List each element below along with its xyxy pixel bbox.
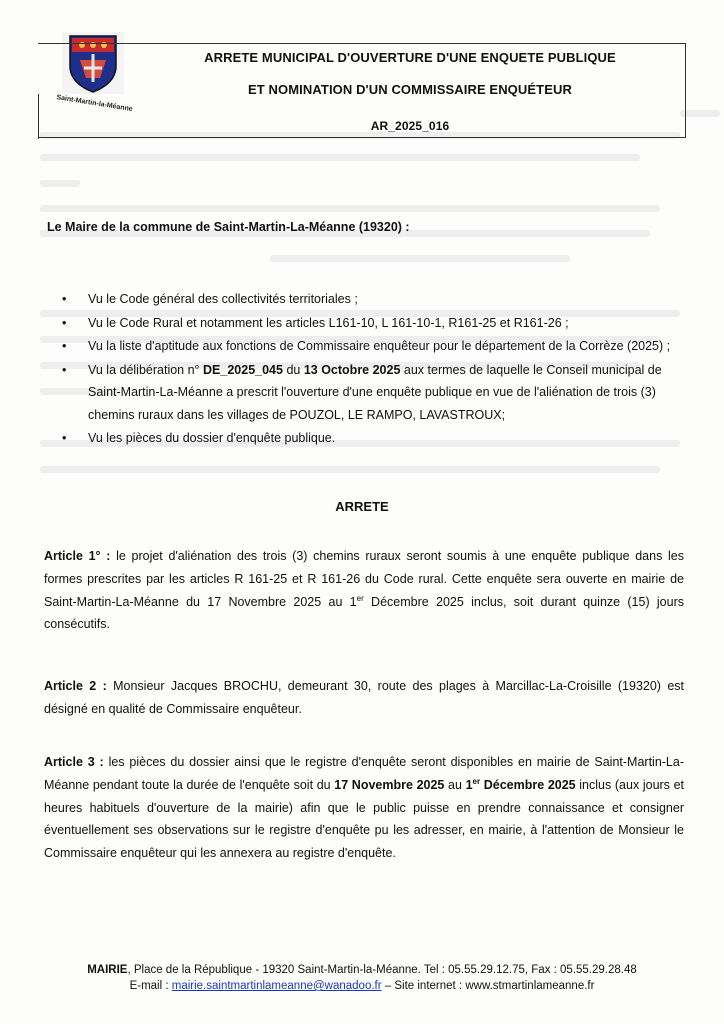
article-1 — [44, 545, 684, 636]
ordinal-suffix: er — [472, 776, 481, 786]
list-item-text: Vu le Code Rural et notamment les articles L161-10, L 161-10-1, R161-25 et R161-26 ; — [88, 315, 569, 330]
footer-address-line — [0, 962, 724, 978]
list-item-text: Vu la délibération n° — [88, 362, 204, 377]
end-date-rest: Décembre 2025 — [480, 777, 576, 792]
list-item — [62, 335, 687, 358]
header-frame-left-edge — [38, 94, 39, 139]
footer-contact-line — [0, 978, 724, 994]
list-item — [62, 312, 687, 335]
deliberation-number: DE_2025_045 — [203, 362, 283, 377]
article-label: Article 1° : — [44, 549, 111, 563]
ordinal-suffix: er — [356, 593, 364, 603]
article-text: le projet d'aliénation des trois (3) chemins ruraux seront soumis à une enquête publique dans les formes prescrites par les articles R 161-25 et R 161-26 du Code rural. Cette enquête sera ouverte en mairie de Saint-Martin-La-Méanne du 17 Novembre 2025 au 1 — [44, 549, 684, 609]
start-date: 17 Novembre 2025 — [334, 777, 445, 792]
deliberation-date: 13 Octobre 2025 — [303, 362, 401, 377]
footer-address: , Place de la République - 19320 Saint-Martin-la-Méanne. Tel : 05.55.29.12.75, Fax : 05.55.29.28.48 — [127, 964, 637, 976]
list-item-text: Vu le Code général des collectivités territoriales ; — [88, 292, 358, 306]
footer — [0, 962, 724, 994]
decree-title-line1: ARRETE MUNICIPAL D'OUVERTURE D'UNE ENQUETE PUBLIQUE — [204, 50, 616, 65]
list-item — [62, 359, 687, 427]
end-date — [466, 778, 576, 792]
email-label: E-mail : — [129, 980, 172, 992]
bullet: • — [62, 315, 67, 330]
decree-title-line2: ET NOMINATION D'UN COMMISSAIRE ENQUÉTEUR — [248, 82, 572, 97]
bullet: • — [62, 339, 67, 353]
arrete-heading: ARRETE — [335, 499, 389, 514]
article-2 — [44, 675, 684, 721]
article-3 — [44, 751, 684, 865]
article-text: inclus (aux jours et heures habituels d'ouverture de la mairie) afin que le public puisse en prendre connaissance et consigner éventuellement ses observations sur le registre d'enquête pu les adresser, en mairie, à l'attention de Monsieur le Commissaire enquêteur qui les annexera au registre d'enquête. — [44, 777, 684, 861]
bullet: • — [62, 362, 67, 377]
list-item-text: aux termes de laquelle le Conseil municipal de Saint-Martin-La-Méanne a prescrit l'ouverture d'une enquête publique en vue de l'aliénation de trois (3) chemins ruraux dans les villages de POUZOL, LE RAMPO, LAVASTROUX; — [88, 362, 662, 422]
bullet: • — [62, 292, 67, 306]
list-item-text: Vu les pièces du dossier d'enquête publique. — [88, 431, 336, 445]
mayor-preamble: Le Maire de la commune de Saint-Martin-La-Méanne (19320) : — [47, 220, 410, 234]
list-item-text: du — [282, 362, 304, 377]
footer-mairie-label: MAIRIE — [87, 964, 128, 976]
commune-name-tag: Saint-Martin-la-Méanne — [55, 94, 134, 114]
website-url: www.stmartinlameanne.fr — [465, 980, 595, 992]
article-label: Article 2 : — [44, 679, 107, 693]
article-text: les pièces du dossier ainsi que le registre d'enquête seront disponibles en mairie de Saint-Martin-La-Méanne pendant toute la durée de l'enquête soit du — [44, 755, 684, 792]
article-text: Monsieur Jacques BROCHU, demeurant 30, route des plages à Marcillac-La-Croisille (19320) est désigné en qualité de Commissaire enquêteur. — [44, 679, 684, 716]
article-text: au — [444, 777, 466, 792]
list-item — [62, 288, 687, 311]
decree-reference: AR_2025_016 — [370, 119, 450, 133]
site-label: – Site internet : — [381, 980, 466, 992]
list-item-text: Vu la liste d'aptitude aux fonctions de Commissaire enquêteur pour le département de la Corrèze (2025) ; — [88, 339, 671, 353]
article-label: Article 3 : — [44, 755, 104, 769]
considerations-list — [62, 288, 687, 451]
end-date-day: 1 — [465, 777, 473, 792]
email-link[interactable]: mairie.saintmartinlameanne@wanadoo.fr — [171, 980, 382, 992]
bullet: • — [62, 431, 67, 445]
list-item — [62, 427, 687, 450]
article-text: Décembre 2025 inclus, soit durant quinze (15) jours consécutifs. — [44, 594, 684, 632]
